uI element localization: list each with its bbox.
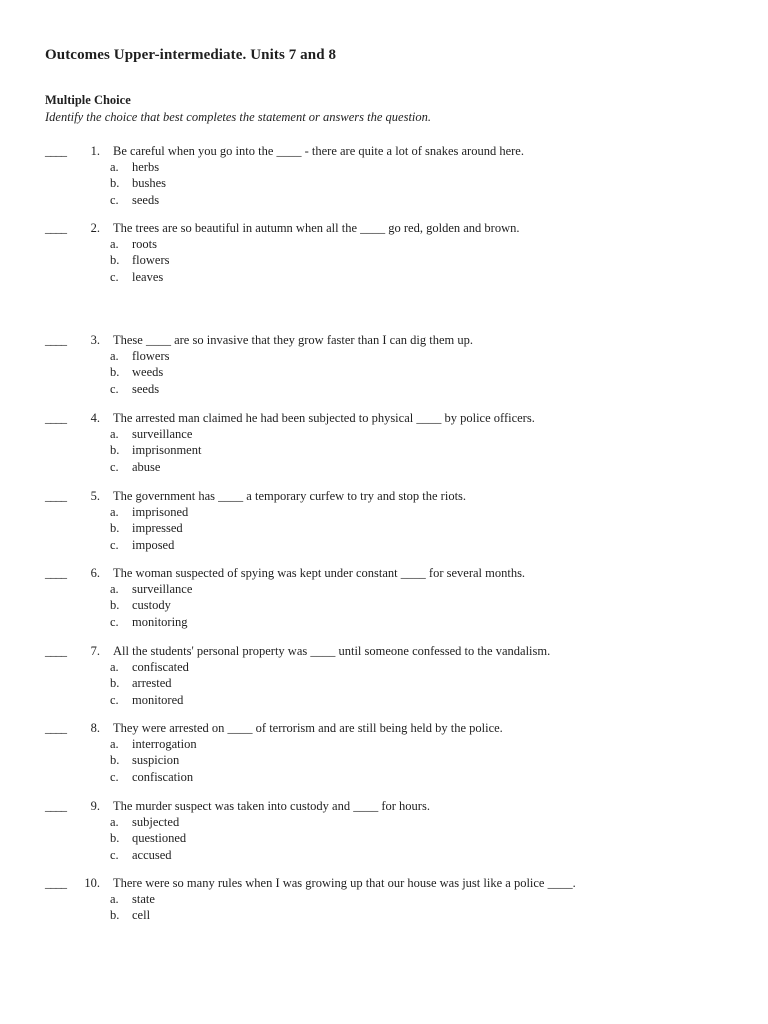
question-item — [0, 875, 768, 924]
option-text: confiscated — [132, 660, 189, 674]
question-line — [0, 720, 768, 736]
answer-blank: ____ — [45, 489, 66, 503]
answer-option — [0, 907, 768, 923]
option-letter: c. — [110, 692, 119, 707]
question-number: 6. — [90, 566, 100, 580]
option-letter: b. — [110, 753, 120, 768]
option-text: bushes — [132, 176, 167, 191]
question-line — [0, 643, 768, 659]
option-list — [0, 426, 768, 475]
answer-option — [0, 520, 768, 536]
option-text: confiscation — [132, 769, 194, 784]
question-stem: The government has ____ a temporary curfew to try and stop the riots. — [113, 489, 467, 503]
answer-option — [0, 597, 768, 613]
question-item — [0, 220, 768, 285]
question-number: 1. — [90, 144, 100, 158]
option-text: interrogation — [132, 737, 197, 751]
answer-blank: ____ — [45, 799, 66, 813]
answer-option — [0, 159, 768, 175]
question-stem: All the students' personal property was ____ until someone confessed to the vandalism. — [113, 644, 551, 658]
question-line — [0, 565, 768, 581]
question-line — [0, 332, 768, 348]
answer-option — [0, 537, 768, 553]
option-letter: b. — [110, 598, 120, 613]
option-list — [0, 504, 768, 553]
option-text: seeds — [132, 381, 160, 396]
answer-option — [0, 442, 768, 458]
section-heading: Multiple Choice — [45, 93, 131, 107]
option-text: surveillance — [132, 427, 193, 441]
option-text: seeds — [132, 192, 160, 207]
option-text: leaves — [132, 269, 164, 284]
option-text: cell — [132, 908, 151, 923]
option-list — [0, 736, 768, 785]
option-letter: c. — [110, 614, 119, 629]
answer-option — [0, 426, 768, 442]
answer-option — [0, 847, 768, 863]
instructions: Identify the choice that best completes the statement or answers the question. — [45, 110, 432, 124]
answer-option — [0, 769, 768, 785]
option-text: subjected — [132, 815, 180, 829]
answer-option — [0, 736, 768, 752]
question-line — [0, 488, 768, 504]
option-list — [0, 659, 768, 708]
question-stem: The murder suspect was taken into custody and ____ for hours. — [113, 799, 430, 813]
option-letter: c. — [110, 769, 119, 784]
answer-option — [0, 830, 768, 846]
answer-blank: ____ — [45, 644, 66, 658]
option-text: imposed — [132, 537, 175, 552]
option-letter: b. — [110, 521, 120, 536]
answer-option — [0, 659, 768, 675]
option-text: roots — [132, 237, 157, 251]
option-letter: a. — [110, 427, 119, 441]
answer-option — [0, 175, 768, 191]
answer-option — [0, 381, 768, 397]
option-text: state — [132, 892, 155, 906]
option-letter: c. — [110, 381, 119, 396]
option-letter: c. — [110, 192, 119, 207]
question-stem: There were so many rules when I was growing up that our house was just like a police ____. — [113, 876, 576, 890]
option-letter: b. — [110, 443, 120, 458]
answer-blank: ____ — [45, 144, 66, 158]
option-letter: b. — [110, 365, 120, 380]
option-letter: c. — [110, 269, 119, 284]
question-number: 9. — [90, 799, 100, 813]
option-letter: b. — [110, 831, 120, 846]
question-item — [0, 332, 768, 397]
question-item — [0, 798, 768, 863]
question-number: 10. — [84, 876, 100, 890]
question-line — [0, 798, 768, 814]
answer-blank: ____ — [45, 221, 66, 235]
option-letter: a. — [110, 815, 119, 829]
question-line — [0, 220, 768, 236]
option-letter: b. — [110, 676, 120, 691]
answer-option — [0, 581, 768, 597]
question-number: 4. — [90, 411, 100, 425]
option-list — [0, 348, 768, 397]
question-number: 2. — [90, 221, 100, 235]
answer-option — [0, 192, 768, 208]
question-stem: The arrested man claimed he had been subjected to physical ____ by police officers. — [113, 411, 535, 425]
answer-option — [0, 814, 768, 830]
answer-option — [0, 504, 768, 520]
answer-option — [0, 269, 768, 285]
answer-blank: ____ — [45, 876, 66, 890]
answer-option — [0, 252, 768, 268]
option-list — [0, 236, 768, 285]
option-letter: a. — [110, 160, 119, 174]
question-line — [0, 875, 768, 891]
option-letter: a. — [110, 505, 119, 519]
option-letter: b. — [110, 176, 120, 191]
option-letter: a. — [110, 349, 119, 363]
option-letter: a. — [110, 582, 119, 596]
option-list — [0, 814, 768, 863]
question-item — [0, 410, 768, 475]
answer-blank: ____ — [45, 411, 66, 425]
option-text: weeds — [132, 365, 164, 380]
question-item — [0, 720, 768, 785]
option-text: arrested — [132, 676, 172, 691]
answer-option — [0, 236, 768, 252]
option-text: flowers — [132, 253, 170, 268]
answer-option — [0, 364, 768, 380]
answer-option — [0, 614, 768, 630]
question-number: 7. — [90, 644, 100, 658]
question-stem: The trees are so beautiful in autumn when all the ____ go red, golden and brown. — [113, 221, 520, 235]
option-text: custody — [132, 598, 171, 613]
option-list — [0, 581, 768, 630]
question-number: 5. — [90, 489, 100, 503]
option-text: imprisoned — [132, 505, 189, 519]
answer-option — [0, 348, 768, 364]
option-text: suspicion — [132, 753, 180, 768]
answer-option — [0, 891, 768, 907]
option-text: impressed — [132, 521, 183, 536]
question-stem: The woman suspected of spying was kept under constant ____ for several months. — [113, 566, 526, 580]
question-line — [0, 143, 768, 159]
option-letter: c. — [110, 459, 119, 474]
option-letter: b. — [110, 253, 120, 268]
option-letter: a. — [110, 237, 119, 251]
option-text: surveillance — [132, 582, 193, 596]
question-item — [0, 143, 768, 208]
question-number: 8. — [90, 721, 100, 735]
option-text: flowers — [132, 349, 170, 363]
option-letter: a. — [110, 737, 119, 751]
answer-blank: ____ — [45, 721, 66, 735]
option-letter: a. — [110, 660, 119, 674]
option-letter: a. — [110, 892, 119, 906]
option-text: imprisonment — [132, 443, 202, 458]
option-text: abuse — [132, 459, 161, 474]
question-stem: They were arrested on ____ of terrorism and are still being held by the police. — [113, 721, 503, 735]
option-text: monitoring — [132, 614, 188, 629]
answer-blank: ____ — [45, 566, 66, 580]
question-item — [0, 643, 768, 708]
question-item — [0, 565, 768, 630]
document-title: Outcomes Upper-intermediate. Units 7 and 8 — [45, 47, 337, 63]
question-number: 3. — [90, 333, 100, 347]
question-stem: Be careful when you go into the ____ - there are quite a lot of snakes around here. — [113, 144, 524, 158]
question-item — [0, 488, 768, 553]
option-text: questioned — [132, 831, 187, 846]
option-letter: c. — [110, 537, 119, 552]
option-text: herbs — [132, 160, 160, 174]
option-text: monitored — [132, 692, 184, 707]
option-list — [0, 159, 768, 208]
option-letter: b. — [110, 908, 120, 923]
answer-option — [0, 692, 768, 708]
option-text: accused — [132, 847, 172, 862]
option-letter: c. — [110, 847, 119, 862]
option-list — [0, 891, 768, 924]
answer-option — [0, 675, 768, 691]
question-stem: These ____ are so invasive that they grow faster than I can dig them up. — [113, 333, 473, 347]
answer-option — [0, 459, 768, 475]
answer-blank: ____ — [45, 333, 66, 347]
question-line — [0, 410, 768, 426]
answer-option — [0, 752, 768, 768]
